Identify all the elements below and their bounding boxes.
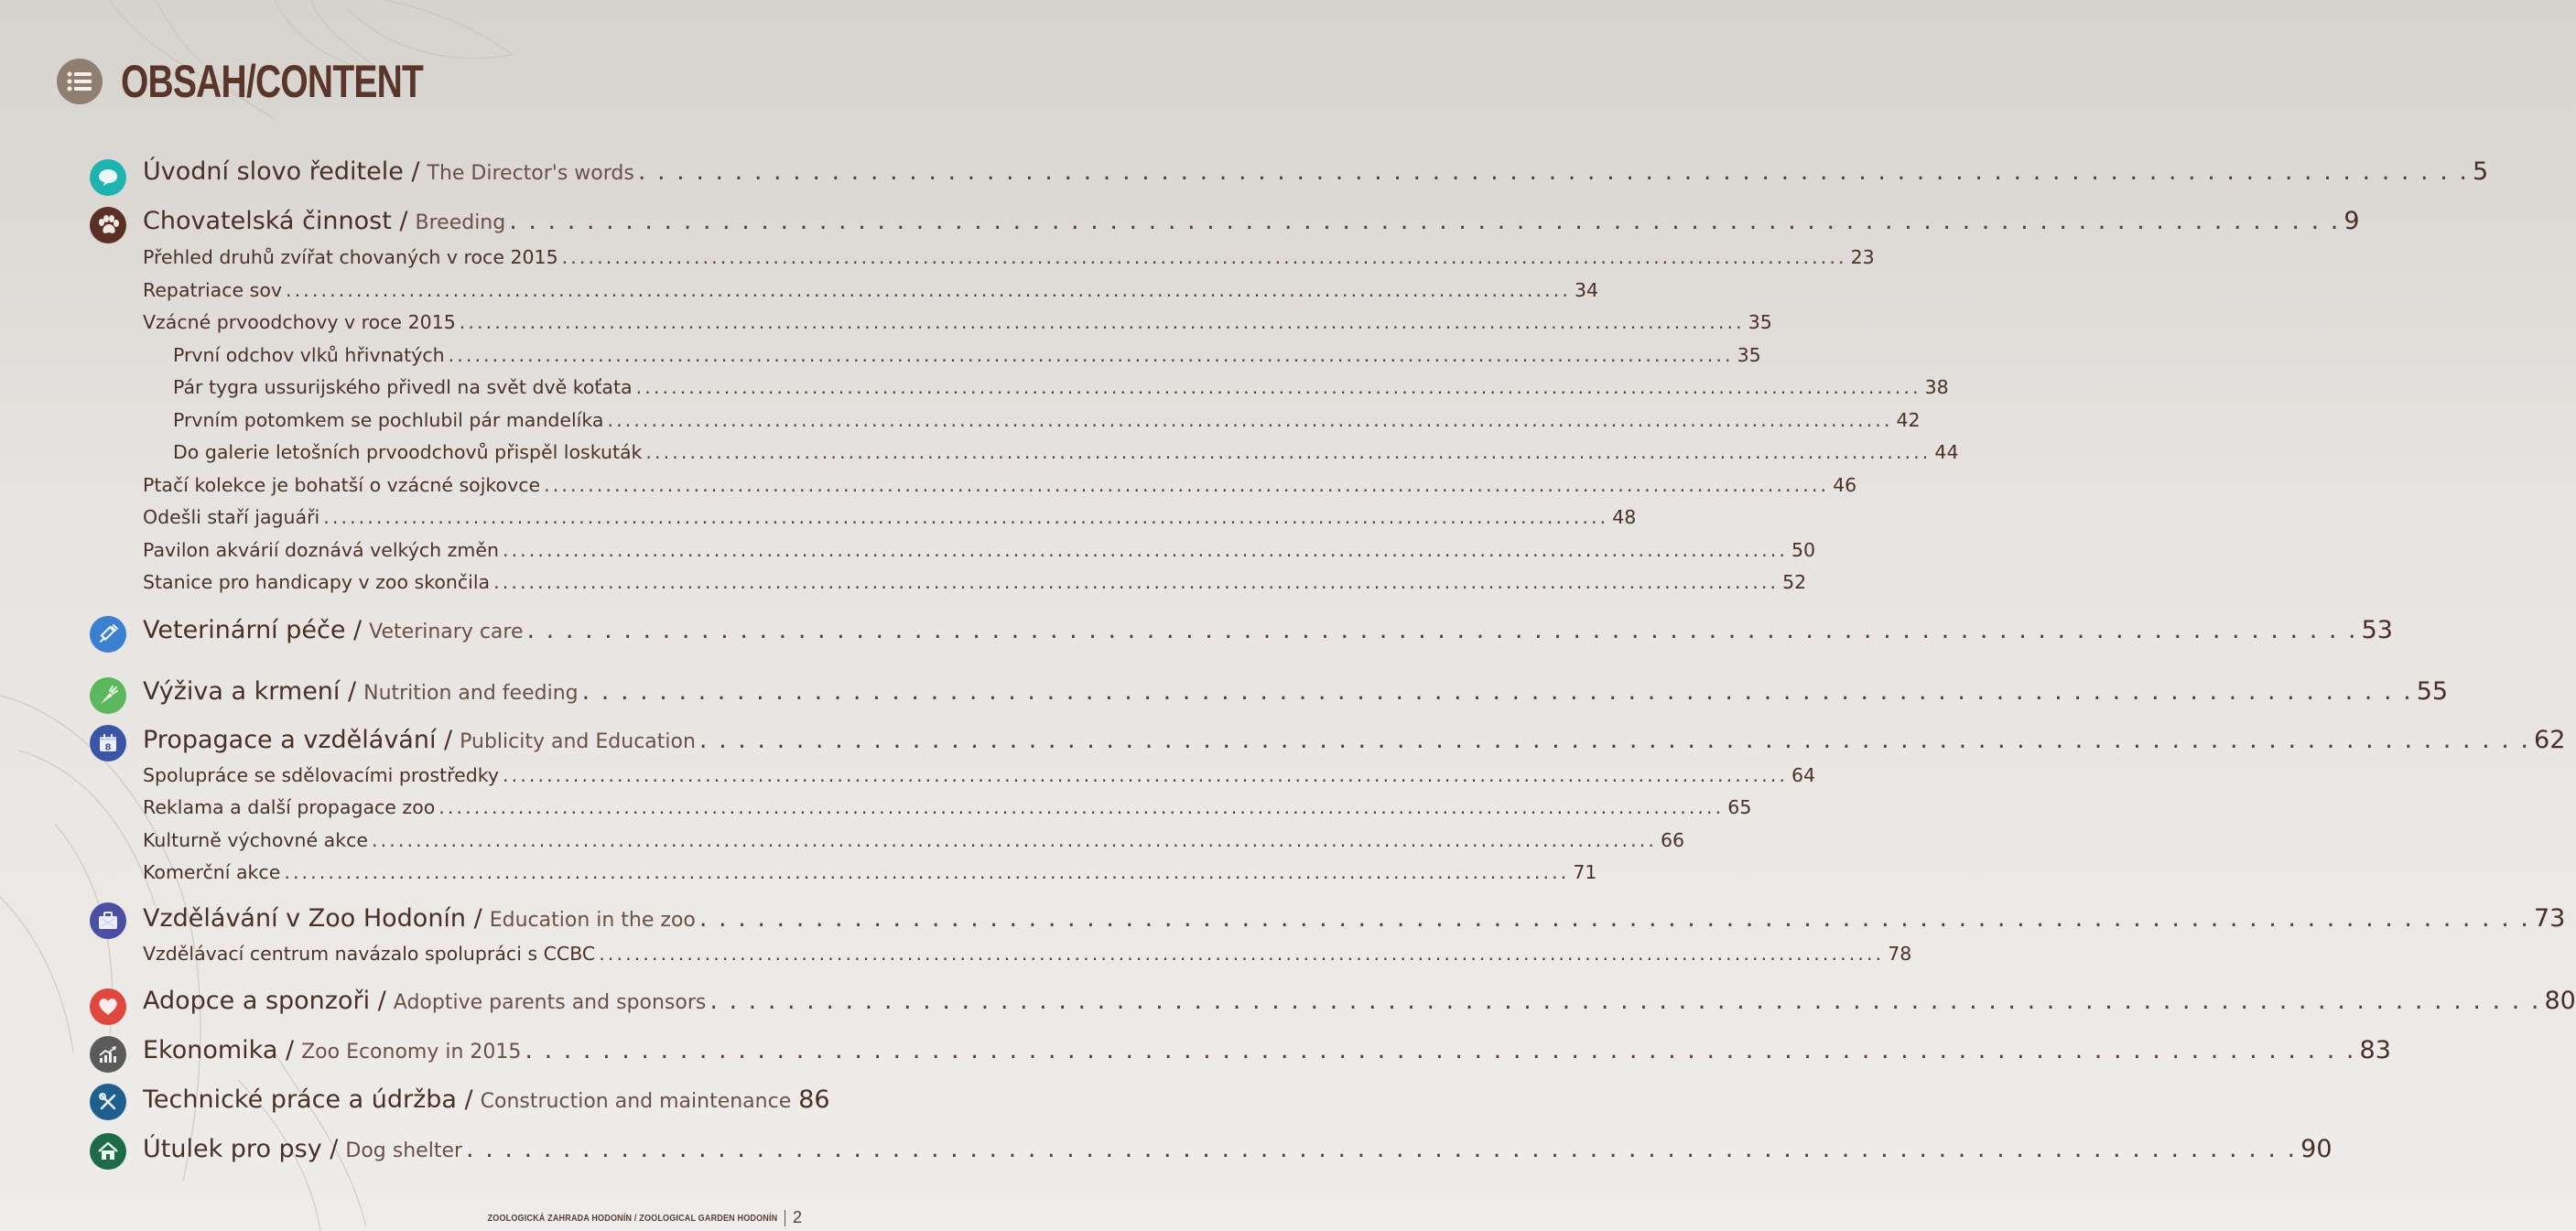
item-title: Pár tygra ussurijského přivedl na svět dvě koťata <box>173 376 633 398</box>
toc-item[interactable] <box>143 539 1816 561</box>
page-number: 83 <box>2359 1036 2391 1064</box>
page-number: 65 <box>1727 796 1752 818</box>
toc-section-dog-shelter[interactable] <box>143 1135 2332 1163</box>
section-title-en: Publicity and Education <box>460 730 696 753</box>
item-title: Do galerie letošních prvoodchovů přispěl loskuták <box>173 441 643 463</box>
page-number: 23 <box>1850 246 1875 268</box>
leader-dots <box>286 279 1571 301</box>
section-title: Chovatelská činnost / <box>143 207 408 235</box>
leader-dots <box>284 861 1569 883</box>
item-title: Spolupráce se sdělovacími prostředky <box>143 764 499 786</box>
heart-icon <box>90 988 126 1025</box>
section-title-en: Zoo Economy in 2015 <box>301 1041 522 1064</box>
calendar-day-label: 8 <box>104 742 112 753</box>
toc-section-adoption-sponsors[interactable] <box>143 987 2576 1015</box>
item-title: Reklama a další propagace zoo <box>143 796 436 818</box>
leader-dots <box>460 311 1745 333</box>
toc-section-construction[interactable] <box>143 1085 830 1114</box>
item-title: Stanice pro handicapy v zoo skončila <box>143 571 491 593</box>
section-title-en: The Director's words <box>427 162 634 185</box>
toc-section-nutrition[interactable] <box>143 677 2449 706</box>
section-title: Technické práce a údržba / <box>143 1085 473 1114</box>
page-number: 5 <box>2472 157 2489 186</box>
toc-section-breeding[interactable] <box>143 207 2360 235</box>
section-title: Adopce a sponzoři / <box>143 987 386 1015</box>
leader-dots <box>323 506 1608 528</box>
item-title: Pavilon akvárií doznává velkých změn <box>143 539 499 561</box>
toc-item[interactable] <box>143 279 1599 301</box>
leader-dots <box>582 677 2413 706</box>
item-title: Přehled druhů zvířat chovaných v roce 2015 <box>143 246 558 268</box>
section-title: Vzdělávání v Zoo Hodonín / <box>143 904 482 933</box>
leader-dots <box>607 409 1892 431</box>
item-title: První odchov vlků hřivnatých <box>173 344 445 366</box>
section-title-en: Construction and maintenance <box>480 1090 792 1113</box>
page-number: 71 <box>1573 861 1597 883</box>
item-title: Kulturně výchovné akce <box>143 829 368 851</box>
leader-dots <box>525 1036 2355 1064</box>
page-number: 64 <box>1791 764 1816 786</box>
toc-section-directors-words[interactable] <box>143 157 2489 186</box>
page-number: 9 <box>2343 207 2360 235</box>
section-title-en: Dog shelter <box>345 1139 463 1162</box>
item-title: Vzdělávací centrum navázalo spolupráci s CCBC <box>143 943 596 965</box>
page-number: 38 <box>1924 376 1949 398</box>
leader-dots <box>699 726 2530 754</box>
footer-page-number: 2 <box>792 1208 802 1226</box>
syringe-icon <box>90 616 126 653</box>
toc-subitem[interactable] <box>173 376 1949 398</box>
leader-dots <box>466 1135 2297 1163</box>
carrot-icon <box>90 677 126 714</box>
page-number: 42 <box>1896 409 1921 431</box>
leader-dots <box>493 571 1779 593</box>
page-footer <box>440 1208 802 1227</box>
page-number: 34 <box>1575 279 1599 301</box>
page-number: 48 <box>1612 506 1637 528</box>
item-title: Vzácné prvoodchovy v roce 2015 <box>143 311 456 333</box>
toc-item[interactable] <box>143 943 1912 965</box>
leader-dots <box>449 344 1734 366</box>
toc-item[interactable] <box>143 796 1752 818</box>
tools-icon <box>90 1084 126 1120</box>
page-number: 53 <box>2361 616 2393 644</box>
growth-chart-icon <box>90 1036 126 1073</box>
toc-section-education-zoo[interactable] <box>143 904 2566 933</box>
toc-item[interactable] <box>143 474 1857 496</box>
page-number: 46 <box>1833 474 1857 496</box>
page-number: 73 <box>2533 904 2566 933</box>
page-number: 86 <box>798 1085 830 1114</box>
page-number: 90 <box>2300 1135 2332 1163</box>
section-title: Propagace a vzdělávání / <box>143 726 453 754</box>
section-title-en: Breeding <box>415 211 506 234</box>
item-title: Odešli staří jaguáři <box>143 506 320 528</box>
page-number: 78 <box>1888 943 1912 965</box>
leader-dots <box>372 829 1657 851</box>
leader-dots <box>509 207 2340 235</box>
leader-dots <box>638 157 2469 186</box>
leader-dots <box>503 764 1788 786</box>
page-number: 35 <box>1748 311 1772 333</box>
toc-item[interactable] <box>143 311 1772 333</box>
leader-dots <box>527 616 2358 644</box>
paw-icon <box>90 207 126 243</box>
toc-item[interactable] <box>143 764 1816 786</box>
section-title: Útulek pro psy / <box>143 1135 339 1163</box>
house-icon <box>90 1133 126 1170</box>
item-title: Prvním potomkem se pochlubil pár mandelíka <box>173 409 604 431</box>
toc-section-publicity-education[interactable] <box>143 726 2566 754</box>
item-title: Repatriace sov <box>143 279 282 301</box>
toc-section-veterinary-care[interactable] <box>143 616 2393 644</box>
page-number: 66 <box>1660 829 1685 851</box>
toc-item[interactable] <box>143 246 1875 268</box>
leader-dots <box>503 539 1788 561</box>
leader-dots <box>438 796 1724 818</box>
leader-dots <box>544 474 1829 496</box>
toc-item[interactable] <box>143 829 1685 851</box>
speech-bubble-icon <box>90 159 126 196</box>
leader-dots <box>645 441 1931 463</box>
page-number: 50 <box>1791 539 1816 561</box>
briefcase-icon <box>90 902 126 939</box>
leader-dots <box>709 987 2540 1015</box>
calendar-icon <box>90 725 126 761</box>
section-title: Výživa a krmení / <box>143 677 357 706</box>
toc-item[interactable] <box>143 861 1597 883</box>
item-title: Ptačí kolekce je bohatší o vzácné sojkovce <box>143 474 541 496</box>
toc-item[interactable] <box>143 571 1807 593</box>
toc-subitem[interactable] <box>173 344 1761 366</box>
page-number: 44 <box>1934 441 1959 463</box>
toc-section-economy[interactable] <box>143 1036 2391 1064</box>
toc-subitem[interactable] <box>173 409 1921 431</box>
section-title-en: Adoptive parents and sponsors <box>393 991 707 1014</box>
section-title: Úvodní slovo ředitele / <box>143 157 420 186</box>
page-number: 62 <box>2534 726 2566 754</box>
toc-subitem[interactable] <box>173 441 1959 463</box>
section-title-en: Education in the zoo <box>489 909 696 932</box>
section-title: Veterinární péče / <box>143 616 363 644</box>
footer-text: ZOOLOGICKÁ ZAHRADA HODONÍN / ZOOLOGICAL GARDEN HODONÍN <box>487 1212 777 1224</box>
item-title: Komerční akce <box>143 861 281 883</box>
leader-dots <box>599 943 1884 965</box>
page-title: OBSAH/CONTENT <box>121 56 424 107</box>
leader-dots <box>699 904 2530 933</box>
leader-dots <box>636 376 1921 398</box>
section-title: Ekonomika / <box>143 1036 295 1064</box>
page-number: 52 <box>1782 571 1807 593</box>
section-title-en: Nutrition and feeding <box>363 682 579 705</box>
page-number: 35 <box>1737 344 1761 366</box>
page-number: 80 <box>2544 987 2576 1015</box>
toc-item[interactable] <box>143 506 1637 528</box>
page-number: 55 <box>2416 677 2449 706</box>
leader-dots <box>562 246 1847 268</box>
section-title-en: Veterinary care <box>369 621 524 643</box>
